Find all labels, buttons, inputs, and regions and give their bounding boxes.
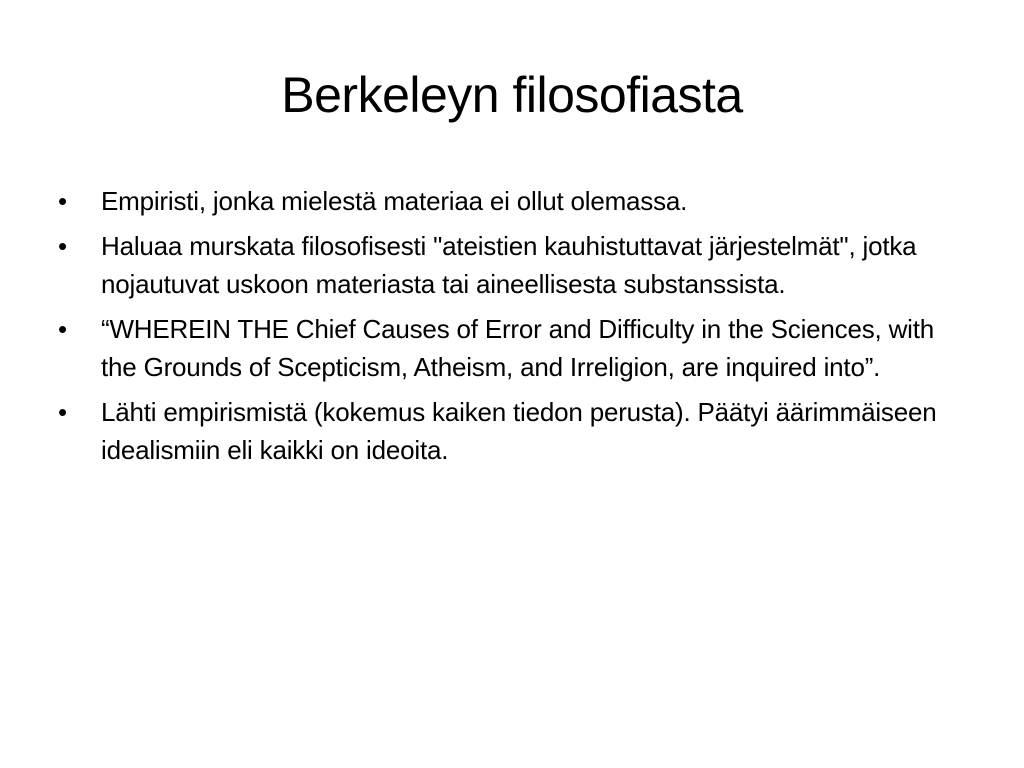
bullet-icon: • [58,314,67,344]
bullet-list [58,182,958,476]
bullet-item-3 [58,310,958,386]
bullet-text-4: Lähti empirismistä (kokemus kaiken tiedon perusta). Päätyi äärimmäiseen idealismiin eli kaikki on ideoita. [101,397,937,465]
bullet-icon: • [58,186,67,216]
bullet-item-4 [58,393,958,469]
bullet-text-2: Haluaa murskata filosofisesti "ateistien kauhistuttavat järjestelmät", jotka nojautuvat uskoon materiasta tai aineellisesta substanssista. [101,231,917,299]
bullet-text-3: “WHEREIN THE Chief Causes of Error and Difficulty in the Sciences, with the Grounds of Scepticism, Atheism, and Irreligion, are inquired into”. [101,314,935,382]
bullet-text-1: Empiristi, jonka mielestä materiaa ei ollut olemassa. [101,186,688,216]
slide-title: Berkeleyn filosofiasta [281,67,743,123]
bullet-item-1 [58,182,958,220]
bullet-item-2 [58,227,958,303]
bullet-icon: • [58,231,67,261]
bullet-icon: • [58,397,67,427]
